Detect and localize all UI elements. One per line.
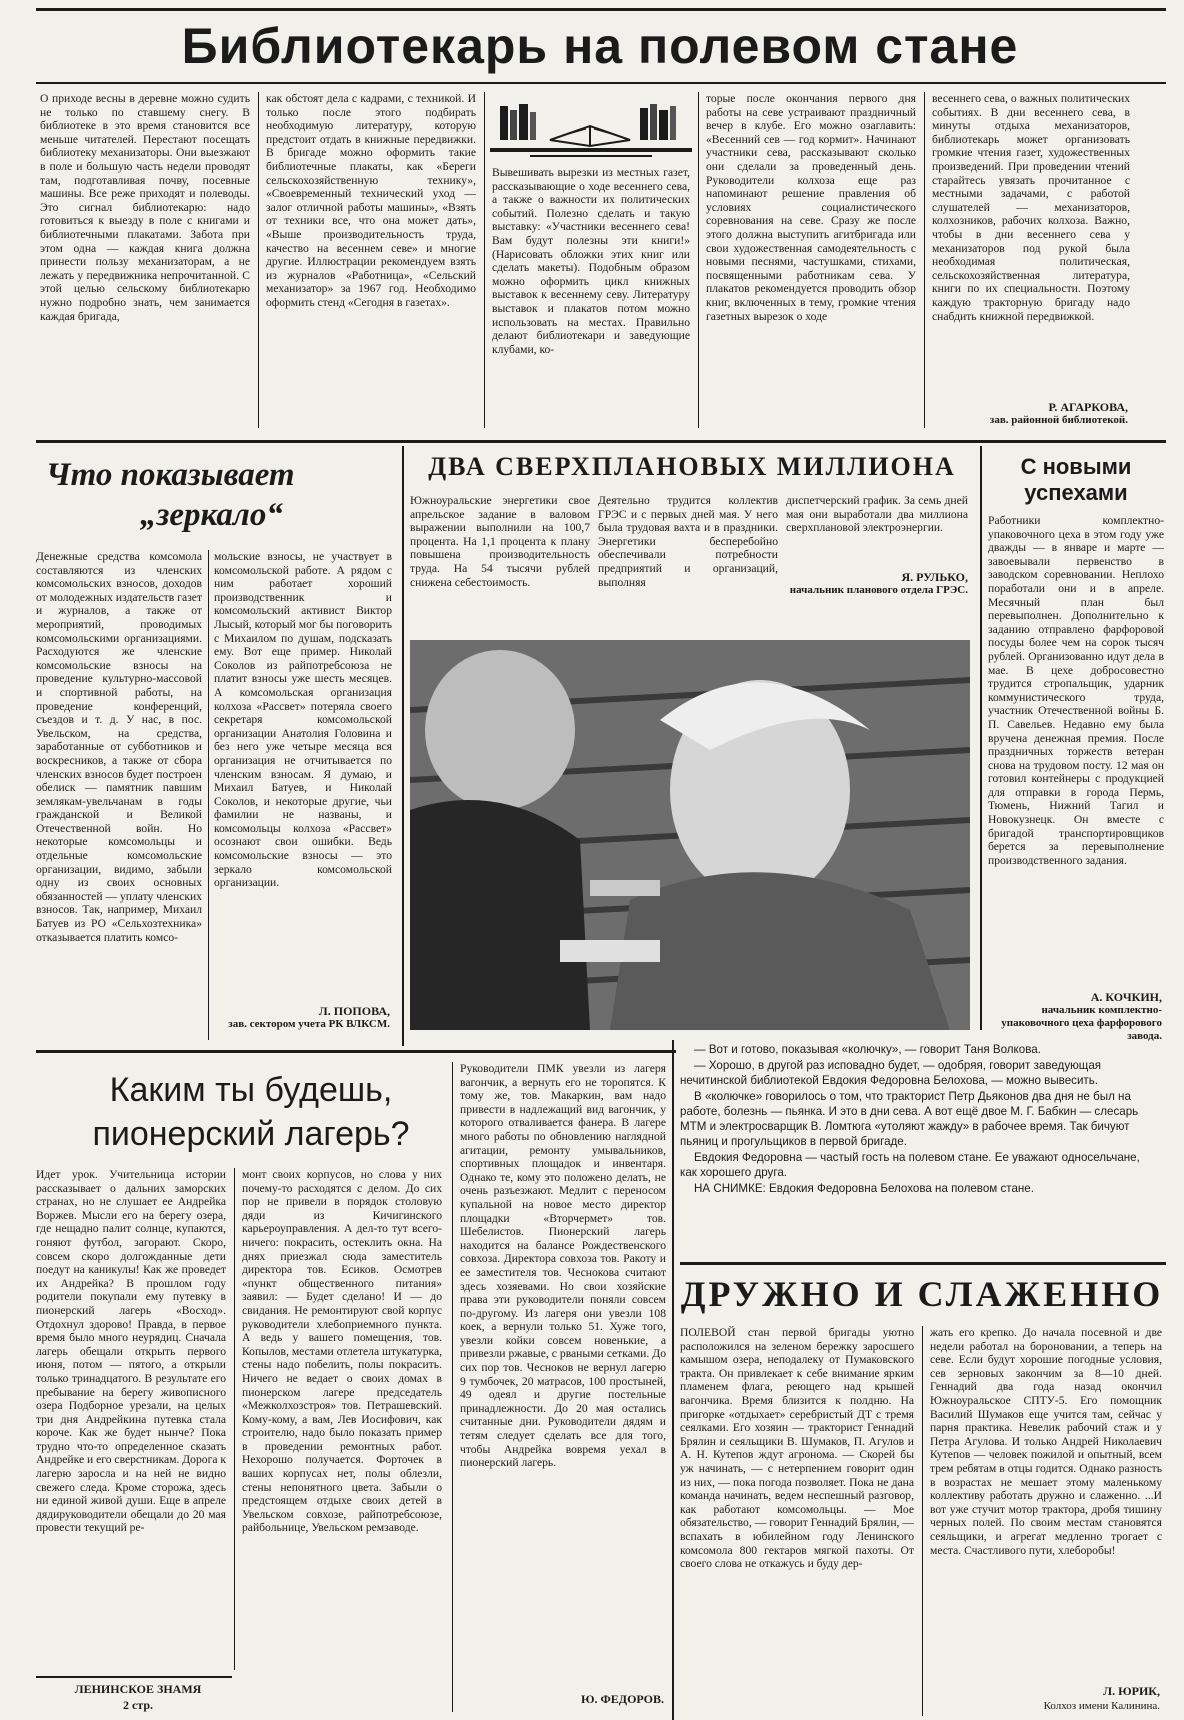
- article5-col3: Руководители ПМК увезли из лагеря вагончик, а вернуть его не торопятся. К тому же, тов. Макаркин, вам надо привести в надлежащий вид вагончик, у которого отваливается фанера. В лагере много работы по обновлению наглядной агитации, ремонту умывальников, спортивных площадок и инвентаря. Однако те, кому это положено делать, не очень разъезжают. Медлит с переносом купальной на новое место директор площадки «Вторчермет» тов. Шебелистов. Пионерский лагерь находится на балансе Рождественского совхоза. Директора совхоза тов. Ракоту и ее заместителя тов. Чеснокова считают здесь хозяевами. Но свои хозяйские права эти руководители поняли совсем по-другому. Из лагеря они увезли 108 коек, а вернули только 51. Хуже того, увезли койки совсем новенькие, а привезли ржавые, с рваными сетками. До сих пор тов. Чесноков не вернул лагерю 9 тумбочек, 20 матрасов, 100 простыней, 49 одеял и другие постельные принадлежности. До 20 мая остались считанные дни. Руководители дядям и тетям следует сделать все для того, чтобы Андрейка вовремя уехал в пионерский лагерь.: [460, 1062, 666, 1470]
- field-camp-photo: [410, 640, 970, 1030]
- article4-author-title: начальник комплектно-упаковочного цеха фарфорового завода.: [1001, 1004, 1162, 1042]
- article3-col3: диспетчерский график. За семь дней мая они выработали два миллиона сверхплановой электроэнергии.: [786, 494, 968, 535]
- article5-title-line1: Каким ты будешь,: [109, 1071, 393, 1109]
- article2-title-line1: Что показывает: [46, 457, 295, 493]
- footer-page-number: 2 стр.: [122, 1698, 154, 1712]
- footer-paper-name: ЛЕНИНСКОЕ ЗНАМЯ: [74, 1682, 202, 1696]
- article6-title: ДРУЖНО И СЛАЖЕННО: [680, 1274, 1164, 1314]
- article6-col1: ПОЛЕВОЙ стан первой бригады уютно расположился на зеленом бережку заросшего камышом озера, неподалеку от Пумаковского тракта. Он привлекает к себе внимание ярким пламенем флага, реющего над крышей вагончика. Время близится к полдню. На пригорке «отдыхает» серебристый ДТ с тремя сеялками. Его хозяин — тракторист Геннадий Брялин и сеяльщики В. Шумаков, П. Агулов и А. Н. Кутепов ждут агронома. — Скорей бы уж начинать, — с нетерпением говорит один из них, — пока погода позволяет. Пока не дана команда начинать, ведем неспешный разговор, как работают комсомольцы. — Мое обязательство, — говорит Геннадий Брялин, — вспахать в юбилейном году Ленинского комсомола 800 гектаров мягкой пахоты. От своего слова не откажусь и буду дер-: [680, 1326, 914, 1571]
- photo-caption: [680, 1042, 1158, 1256]
- article1-title: Библиотекарь на полевом стане: [181, 18, 1019, 74]
- article3-author: Я. РУЛЬКО,: [901, 570, 968, 584]
- article1-col1: О приходе весны в деревне можно судить не только по ставшему снегу. В библиотеке в это время становится все меньше читателей. Перестают посещать библиотеку механизаторы. Они выезжают в поле и большую часть недели проводят там, подготавливая почву, посевные машины. Все реже приходят и полеводы. Это сигнал библиотекарю: надо готовиться к выезду в поле с книгами и библиотечными плакатами. Забота при этом одна — каждая книга должна принести пользу механизаторам, а не лежать у передвижника непрочитанной. С этой целью сельскому библиотекарю нужно подробно знать, чем занимается каждая бригада,: [40, 92, 250, 323]
- article1-col5: весеннего сева, о важных политических событиях. В дни весеннего сева, в минуты отдыха механизаторов, библиотекарь может организовать громкие чтения газет, художественных произведений. При проведении чтений старайтесь увязать прочитанное с местными задачами, с работой слушателей — механизаторов, колхозников, рабочих колхоза. Важно, чтобы в дни весеннего сева у механизаторов под рукой была необходимая политическая, сельскохозяйственная литература, книги по их специальности. Поэтому каждую тракторную бригаду надо снабдить книжной передвижкой.: [932, 92, 1130, 323]
- article3-col2: Деятельно трудится коллектив ГРЭС и с первых дней мая. У него была трудовая вахта и в праздники. Энергетики бесперебойно обеспечивали потребности предприятий и организаций, выполняя: [598, 494, 778, 589]
- article5-author: Ю. ФЕДОРОВ.: [580, 1692, 664, 1706]
- article1-author: Р. АГАРКОВА,: [1048, 400, 1128, 414]
- article2-author-title: зав. сектором учета РК ВЛКСМ.: [228, 1018, 390, 1030]
- caption-para-5: НА СНИМКЕ: Евдокия Федоровна Белохова на полевом стане.: [694, 1182, 1034, 1195]
- article2-col2: мольские взносы, не участвует в комсомольской работе. А рядом с ним работает хороший производственник и комсомольский активист Виктор Лысый, который мог бы поговорить с Михаилом по душам, подсказать ему. Вот еще пример. Николай Соколов из райпотребсоюза не платит взносы уже шесть месяцев. А комсомольская организация колхоза «Рассвет» потеряла своего секретаря комсомольской организации Анатолия Головина и без него уже четыре месяца вся организация не отчитывается по членским взносам. Я думаю, и Михаил Батуев, и Николай Соколов, и некоторые другие, чьи фамилии не названы, и комсомольцы колхоза «Рассвет» осознают свои ошибки. Ведь комсомольские взносы — это зеркало комсомольской организации.: [214, 550, 392, 890]
- caption-para-2: — Хорошо, в другой раз исповадно будет, — одобряя, говорит заведующая нечитинской библиотекой Евдокия Федоровна Белохова, — можно вывесить.: [680, 1059, 1102, 1087]
- article4-body: Работники комплектно-упаковочного цеха в этом году уже дважды — в январе и марте — завоевывали первенство в заводском соревновании. Неплохо поработали они и в апреле. Месячный план был перевыполнен. Дополнительно к заданию отправлено фарфоровой посуды более чем на сорок тысяч рублей. Организованно идут дела в мае. В цехе добросовестно трудится стропальщик, ударник коммунистического труда, участник Отечественной войны Б. П. Савельев. Недавно ему была вручена денежная премия. После праздничных торжеств ветеран снова на трудовом посту. 12 мая он готовил контейнеры с продукцией для отправки в города Пермь, Тюмень, Нижний Тагил и Новокузнецк. Он вместе с бригадой транспортировщиков берется за перевыполнение производственного задания.: [988, 514, 1164, 867]
- article1-col3: Вывешивать вырезки из местных газет, рассказывающие о ходе весеннего сева, а также о важности их политических событий. Полезно сделать и такую выставку: «Участники весеннего сева! Вам будут полезны эти книги!» (Нарисовать обложки этих книг или сделать макеты). Подобным образом можно оформить цикл книжных выставок к весеннему севу. Литературу выставок и плакатов потом можно использовать на местах. Правильно делают библиотекари и заведующие клубами, ко-: [492, 166, 690, 356]
- article3-title: ДВА СВЕРХПЛАНОВЫХ МИЛЛИОНА: [428, 452, 956, 481]
- article3-author-title: начальник планового отдела ГРЭС.: [789, 584, 968, 596]
- article4-title: С новыми успехами: [1020, 454, 1132, 505]
- article2-title-line2: „зеркало“: [140, 497, 283, 533]
- article5-col2: монт своих корпусов, но слова у них почему-то расходятся с делом. До сих пор не привели в порядок столовую дяди из Кичигинского карьероуправления. А дел-то тут всего-ничего: покрасить, остеклить окна. На днях приезжал сюда заместитель директора тов. Есиков. Осмотрев «пункт общественного питания» заявил: — Будет сделано! И — до свидания. Не ремонтируют свой корпус руководители хлебоприемного пункта. А ведь у вашего помещения, тов. Копылов, местами отлетела штукатурка, стены надо побелить, полы покрасить. Ничего не ведает о своих домах в пионерском лагере председатель «Межколхозстроя» тов. Петрашевский. Кому-кому, а вам, Лев Иосифович, как строителю, надо было показать пример в проведении ремонтных работ. Нехорошо получается. Форточек в ваших корпусах нет, полы облезли, стены непонятного цвета. Забыли о предстоящем отдыхе своих детей в Увельском совхозе, райпотребсоюзе, райбольнице, Увельском ремзаводе.: [242, 1168, 442, 1535]
- article3-col1: Южноуральские энергетики свое апрельское задание в валовом выражении выполнили на 100,7 процента. На 1,1 процента к плану повышена производительность труда. На 54 тысячи рублей снижена себестоимость.: [410, 494, 590, 589]
- article1-author-title: зав. районной библиотекой.: [989, 414, 1128, 426]
- caption-para-1: — Вот и готово, показывая «колючку», — говорит Таня Волкова.: [694, 1043, 1041, 1056]
- article1-col2: как обстоят дела с кадрами, с техникой. И только после этого подбирать необходимую литературу, которую предстоит отдать в книжные передвижки. В бригаде можно оформить такие библиотечные плакаты, как «Береги сельскохозяйственную технику», «Своевременный технический уход — залог отличной работы машины», «Взять от техники все, что она может дать», «Выше производительность труда, качество на весеннем севе» и многие другие. Иллюстрации рекомендуем взять из журналов «Работница», «Сельский механизатор» за 1967 год. Необходимо оформить стенд «Сегодня в газетах».: [266, 92, 476, 309]
- article1-col4: торые после окончания первого дня работы на севе устраивают праздничный вечер в клубе. Его можно озаглавить: «Весенний сев — год кормит». Начинают участники сева, рассказывают сколько они сделали за проведенный день. Руководители колхоза еще раз напоминают решение правления об условиях социалистического соревнования на севе. Сразу же после этого должна выступить агитбригада или свои художественная самодеятельность с новыми песнями, частушками, стихами, посвященными работникам сева. У плакатов рекомендуется проводить обзор книг, включенных в тему, громкие чтения газетных вырезок о ходе: [706, 92, 916, 323]
- article4-author: А. КОЧКИН,: [1090, 990, 1162, 1004]
- caption-para-4: Евдокия Федоровна — частый гость на полевом стане. Ее уважают односельчане, как хорошего друга.: [680, 1151, 1140, 1179]
- article5-col1: Идет урок. Учительница истории рассказывает о дальних заморских странах, но не слушает ее Андрейка Воржев. Мысли его на берегу озера, где нещадно палит солнце, купаются, гоняют футбол, загорают. Скоро, совсем скоро долгожданные дети поедут на каникулы! Как же проведет их Андрейка? В прошлом году родители покупали ему путевку в пионерский лагерь «Восход». Отдохнул здорово! Правда, в первое время было много неурядиц. Сначала лагерь обещали открыть первого июня, потом — пятого, а открыли только тринадцатого. В результате его пребывание на берегу живописного озера Подборное урезали, на целых три дня Андрейкина путевка стала короче. Как же будет нынче? Пока трудно что-то определенное сказать Андрейке и его сверстникам. Дорога к лагерю заросла и на ней не видно свежего следа. Кроме сторожа, здесь ни единой живой души. Еще в апреле дядируководители обещали до 20 мая провести текущий ре-: [36, 1168, 226, 1535]
- article6-author: Л. ЮРИК,: [1103, 1684, 1160, 1698]
- article5-title-line2: пионерский лагерь?: [92, 1115, 410, 1153]
- article6-col2: жать его крепко. До начала посевной и две недели работал на бороновании, а теперь на севе. Если будут хорошие погодные условия, сев зерновых закончим за 8—10 дней. Геннадий два года назад окончил Южноуральское СПТУ-5. Его помощник Василий Шумаков еще учится там, сейчас у парня практика. Невелик рабочий стаж и у Петра Агулова. И только Андрей Николаевич Кутепов — человек пожилой и опытный, всем трем ребятам в отцы годится. Однако разность в возрастах не мешает этому маленькому коллективу работать дружно и слаженно. ...И вот уже стучит мотор трактора, дробя тишину черных полей. По своим местам становятся сеяльщики, и агрегат медленно трогает с места. Счастливого пути, хлеборобы!: [930, 1326, 1162, 1557]
- article2-col1: Денежные средства комсомола составляются из членских комсомольских взносов, доходов от молодежных издательств газет и журналов, а также от мероприятий, проводимых комсомольскими организациями. Расходуются же членские комсомольские взносы на проведение культурно-массовой и спортивной работы, на проведение конференций, съездов и т. д. У нас, в пос. Увельском, на средства, заработанные от субботников и воскресников, а также от сбора членских взносов будет построен обелиск — памятник павшим землякам-увельчанам в годы гражданской и Великой Отечественной войн. Но некоторые комсомольцы и отдельные комсомольские организации, видимо, забыли одну из своих основных обязанностей — уплату членских взносов. Так, например, Михаил Батуев из РО «Сельхозтехника» отказывается платить комсо-: [36, 550, 202, 944]
- article6-author-title: Колхоз имени Калинина.: [1043, 1700, 1160, 1712]
- caption-para-3: В «колючке» говорилось о том, что тракторист Петр Дьяконов два дня не был на работе, болезнь — пьянка. И это в дни сева. А вот ещё двое М. Г. Бабкин — слесарь МТМ и электросварщик В. Ломтюга «утоляют жажду» в рабочее время. Так бичуют пьяниц и прогульщиков в первой бригаде.: [680, 1090, 1139, 1148]
- article2-author: Л. ПОПОВА,: [318, 1004, 390, 1018]
- books-illustration: [490, 104, 692, 160]
